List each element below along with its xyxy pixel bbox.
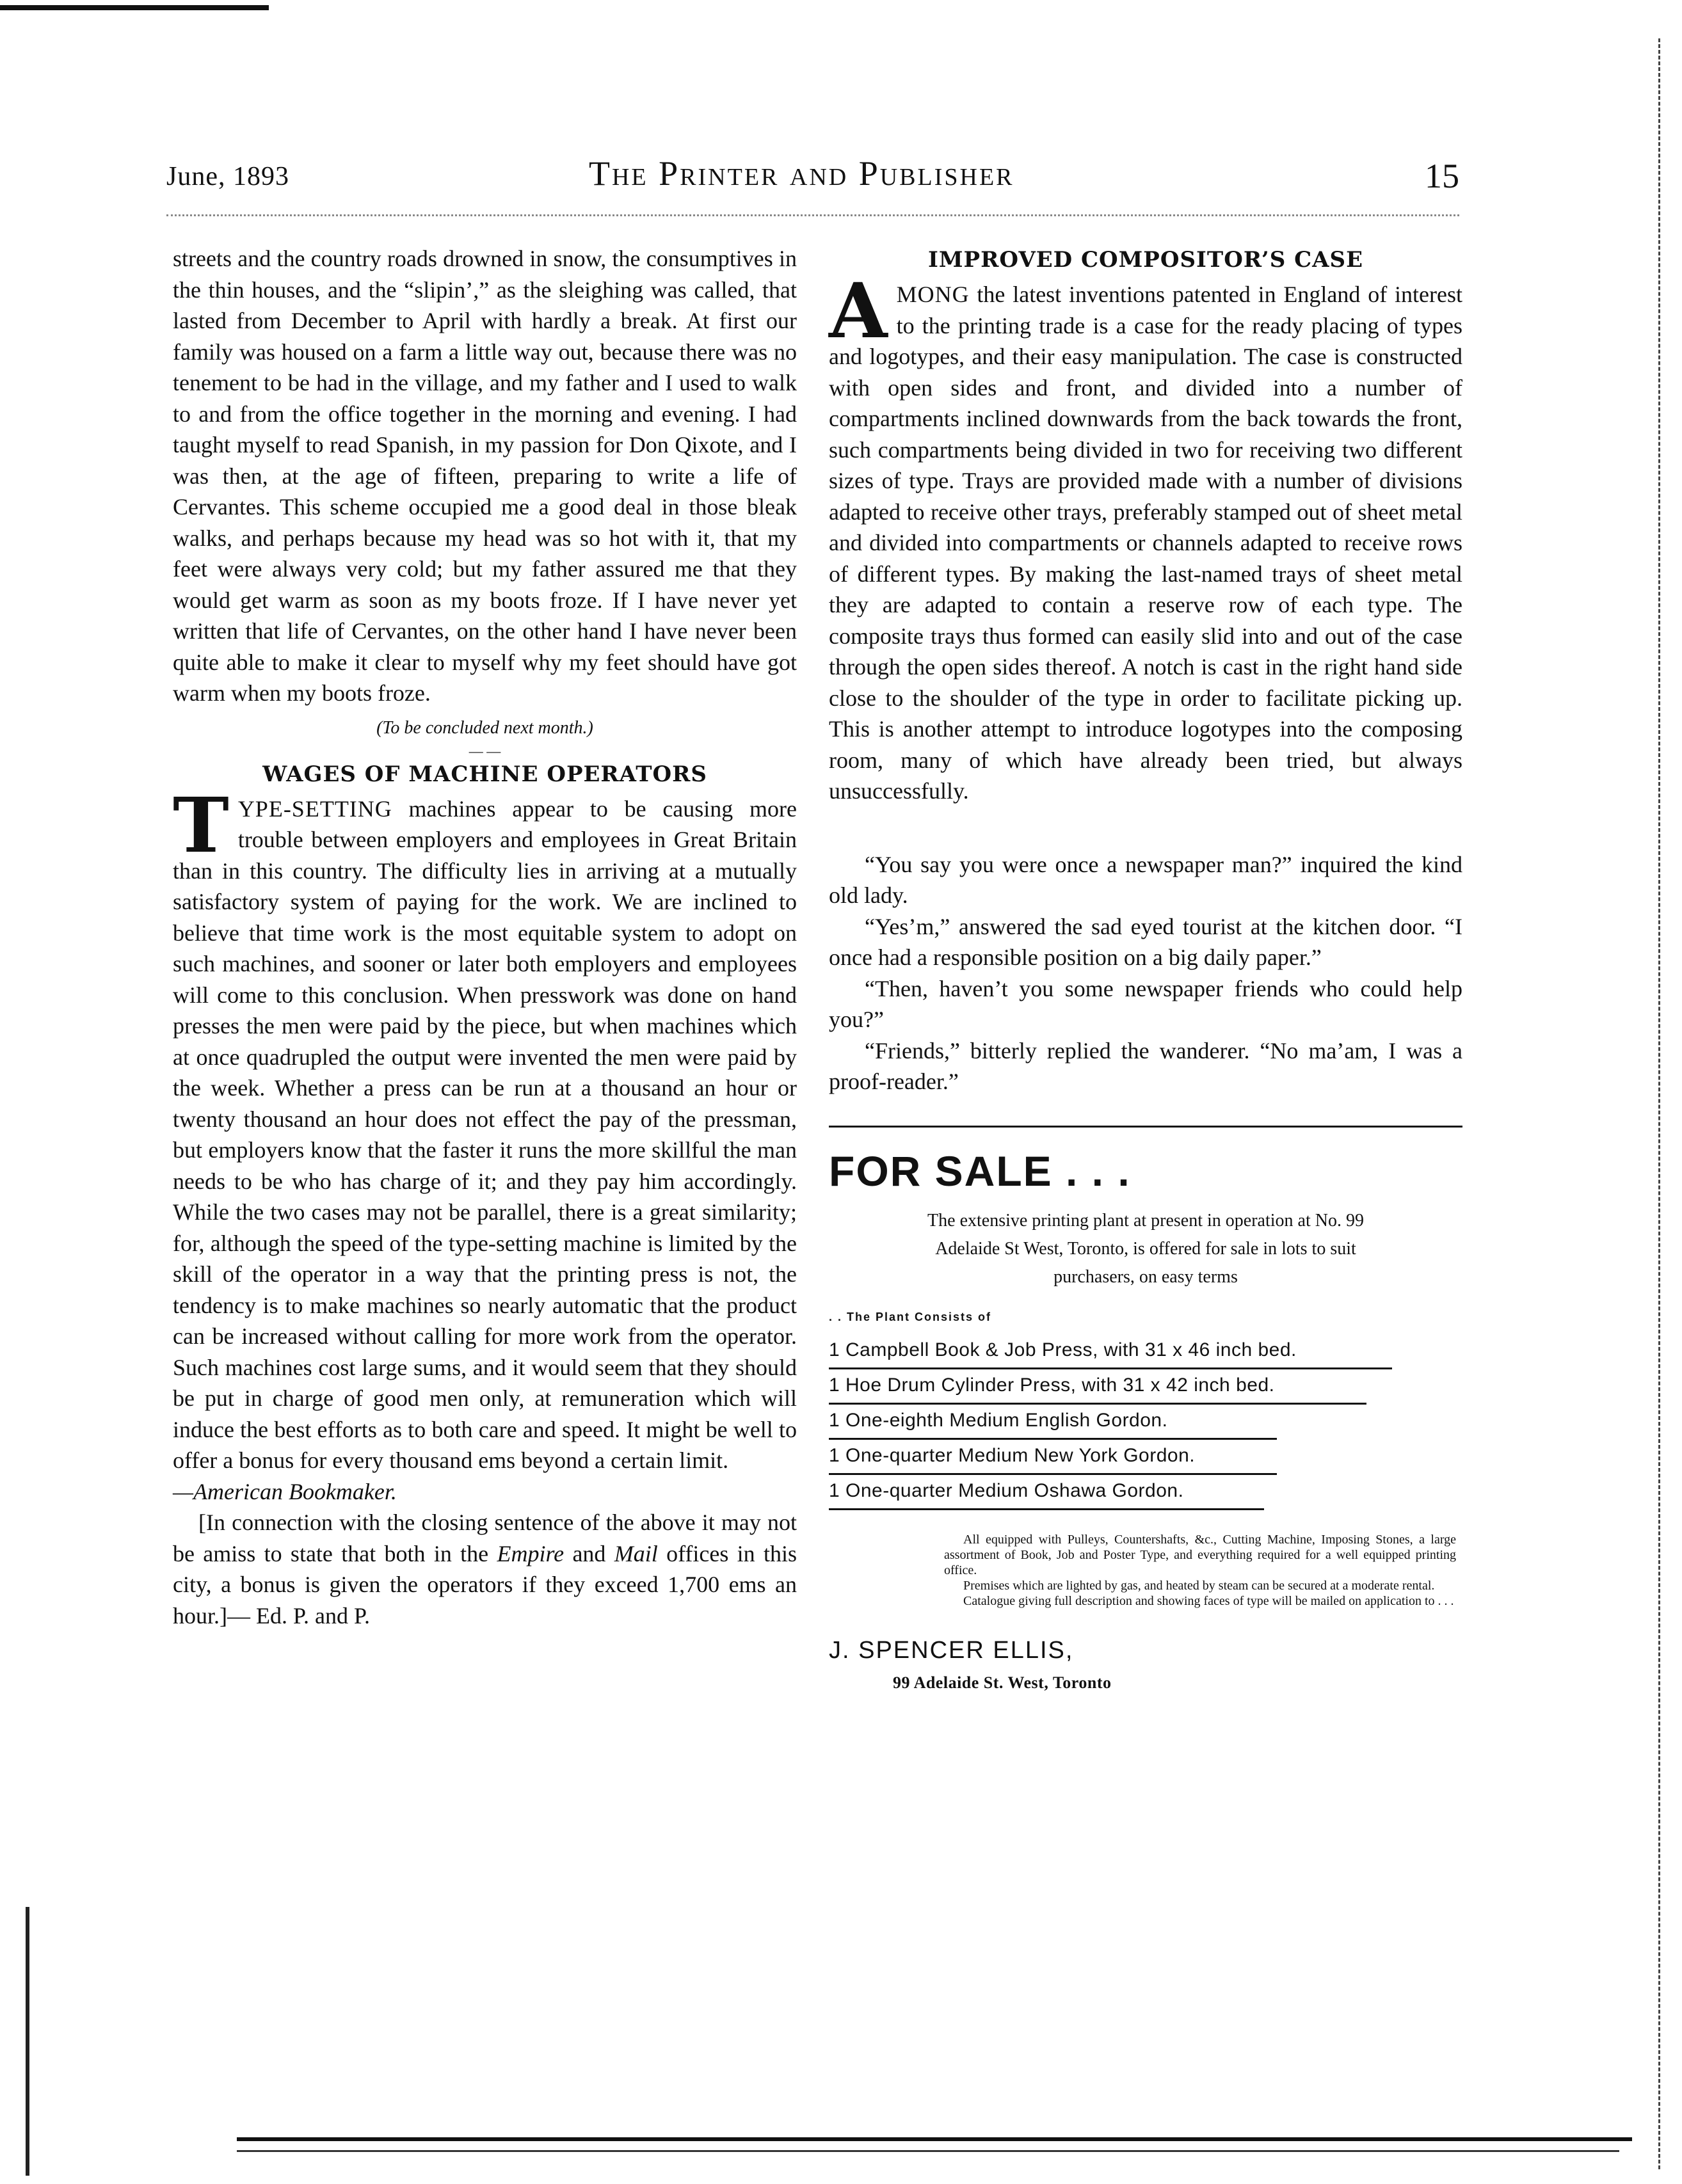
fine-print-line: All equipped with Pulleys, Countershafts, &c., Cutting Machine, Imposing Stones, a large assortment of Book, Job and Poster Type, and everything required for a well equipped printing office.: [944, 1532, 1456, 1577]
advert-description: The extensive printing plant at present in operation at No. 99 Adelaide St West, Toronto, is offered for sale in lots to suit purchasers, on easy terms: [927, 1210, 1364, 1287]
newspaper-name: Empire: [497, 1540, 565, 1566]
compositor-article-body: [829, 266, 1462, 807]
compositor-article-title: IMPROVED COMPOSITOR’S CASE: [927, 247, 1364, 273]
scan-edge-marks: [1658, 38, 1678, 2169]
plant-item: 1 One-eighth Medium English Gordon.: [829, 1405, 1277, 1440]
left-margin-mark: [26, 1907, 29, 2176]
wages-article-title: WAGES OF MACHINE OPERATORS: [262, 761, 707, 787]
header-rule: [166, 214, 1459, 216]
plant-item: 1 Campbell Book & Job Press, with 31 x 46 inch bed.: [829, 1334, 1392, 1369]
plant-item: 1 One-quarter Medium Oshawa Gordon.: [829, 1475, 1264, 1510]
lead-word: MONG: [896, 282, 970, 307]
body-text: the latest inventions patented in England of interest to the printing trade is a case for the ready placing of types and logotypes, and their easy manipulation. The case is constructed with open sides and front, and divided into a number of compartments inclined downwards from the back towards the front, such compartments being divided in two for receiving two different sizes of type. Trays are provided made with a number of divisions adapted to receive other trays, preferably stamped out of sheet metal and divided into compartments or channels adapted to receive rows of different types. By making the last-named trays of sheet metal they are adapted to contain a reserve row of each type. The composite trays thus formed can easily slid into and out of the case through the open sides thereof. A notch is cast in the right hand side close to the shoulder of the type in order to facilitate picking up. This is another attempt to introduce logotypes into the composing room, many of which have already been tried, but always unsuccessfully.: [829, 282, 1462, 804]
publication-title: The Printer and Publisher: [589, 154, 1014, 193]
section-separator: — —: [469, 742, 501, 759]
for-sale-advert: [829, 1147, 1462, 1693]
running-header: [166, 147, 1459, 198]
bottom-rule-thin: [237, 2150, 1619, 2152]
continued-paragraph: streets and the country roads drowned in snow, the consumptives in the thin houses, and the “slipin’,” as the sleighing was called, that lasted from December to April with hardly a break. At first our family was housed on a farm a little way out, because there was no tenement to be had in the village, and my father and I used to walk to and from the office together in the morning and evening. I had taught myself to read Spanish, in my passion for Don Qixote, and I was then, at the age of fifteen, preparing to write a life of Cervantes. This scheme occupied me a good deal in those bleak walks, and perhaps because my head was so hot with it, that my feet were always very cold; but my father assured me that they would get warm as soon as my boots froze. If I have never yet written that life of Cervantes, on the other hand I have never been quite able to make it clear to myself why my feet should have got warm when my boots froze.: [173, 246, 797, 706]
drop-cap: A: [829, 266, 888, 355]
left-column: [173, 243, 797, 1631]
fine-print-line: Premises which are lighted by gas, and heated by steam can be secured at a moderate rental.: [963, 1578, 1435, 1593]
right-column: [829, 243, 1462, 1693]
wages-article-body: [173, 780, 797, 1508]
proof-reader-anecdote: [829, 849, 1462, 1097]
plant-item: 1 One-quarter Medium New York Gordon.: [829, 1440, 1277, 1475]
body-text: machines appear to be causing more trouble between employers and employees in Great Britain than in this country. The difficulty lies in arriving at a mutually satisfactory system of paying for the work. We are inclined to believe that time work is the most equitable system to adopt on such machines, and sooner or later both employers and employees will come to this conclusion. When presswork was done on hand presses the men were paid by the piece, but when machines which at once quadrupled the output were invented the men were paid by the week. Whether a press can be run at a thousand an hour or twenty thousand an hour does not effect the pay of the pressman, but employers know that the faster it runs the more skillful the man needs to be who has charge of it; and they pay him accordingly. While the two cases may not be parallel, there is a great similarity; for, although the speed of the type-setting machine is limited by the skill of the operator in a way that the printing press is not, the tendency is to make machines so nearly automatic that the product can be increased without calling for more work from the operator. Such machines cost large sums, and it would seem that they should be put in charge of good men only, at remuneration which will induce the best efforts as to both care and speed. It might be well to offer a bonus for every thousand ems beyond a certain limit.: [173, 795, 797, 1473]
bottom-rule: [237, 2137, 1632, 2141]
editor-note-text: offices in this city, a bonus is given the operators if they exceed 1,700 ems an hour.]— Ed. P. and P.: [173, 1540, 797, 1629]
advert-top-rule: [829, 1126, 1462, 1128]
seller-address: 99 Adelaide St. West, Toronto: [893, 1673, 1112, 1692]
lead-word: YPE-SETTING: [237, 795, 392, 822]
drop-cap: T: [173, 780, 229, 870]
advert-headline: FOR SALE . . .: [829, 1147, 1131, 1195]
advert-fine-print: [944, 1532, 1456, 1609]
editor-note-text: and: [564, 1540, 614, 1566]
source-credit: —American Bookmaker.: [173, 1478, 397, 1504]
issue-date: June, 1893: [166, 162, 289, 191]
to-be-concluded-note: (To be concluded next month.): [376, 717, 593, 738]
plant-list-heading: . . The Plant Consists of: [829, 1310, 992, 1323]
newspaper-name: Mail: [614, 1540, 658, 1566]
fine-print-line: Catalogue giving full description and showing faces of type will be mailed on application to . . .: [963, 1593, 1454, 1608]
anecdote-paragraph: “Then, haven’t you some newspaper friends who could help you?”: [829, 975, 1462, 1032]
top-edge-rule: [0, 5, 269, 10]
anecdote-paragraph: “You say you were once a newspaper man?” inquired the kind old lady.: [829, 851, 1462, 908]
plant-item: 1 Hoe Drum Cylinder Press, with 31 x 42 inch bed.: [829, 1369, 1366, 1405]
page-number: 15: [1425, 157, 1459, 195]
editor-note: [173, 1507, 797, 1631]
editor-note-text: [In connection with the closing sentence of the above it may not be amiss to state that both in the: [173, 1510, 797, 1566]
anecdote-paragraph: “Yes’m,” answered the sad eyed tourist at the kitchen door. “I once had a responsible position on a big daily paper.”: [829, 913, 1462, 970]
anecdote-paragraph: “Friends,” bitterly replied the wanderer. “No ma’am, I was a proof-reader.”: [829, 1037, 1462, 1094]
seller-name: J. SPENCER ELLIS,: [829, 1636, 1074, 1664]
